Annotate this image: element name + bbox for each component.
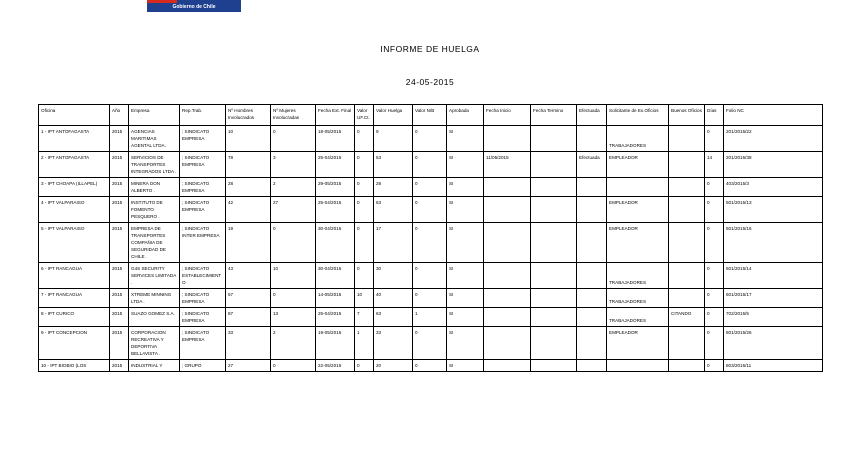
table-cell: 0 [705, 308, 724, 327]
table-cell: 2 [271, 178, 316, 197]
table-cell: 6 - IPT RANCAGUA [39, 263, 110, 289]
table-cell: 201/2015/22 [724, 126, 823, 152]
column-header: Buenos Oficios [669, 105, 705, 126]
table-cell: 0 [271, 289, 316, 308]
table-row [39, 360, 823, 372]
table-cell: MINERA DON ALBERTO . [129, 178, 180, 197]
table-cell: 801/2015/26 [724, 327, 823, 360]
column-header: Aprobada [447, 105, 484, 126]
table-cell: 19 [226, 223, 271, 263]
table-cell: 2 - IPT ANTOFAGASTA [39, 152, 110, 178]
table-cell: 803/2015/11 [724, 360, 823, 372]
table-cell [669, 126, 705, 152]
table-cell: 33 [226, 327, 271, 360]
column-header: Fecha Ext. Final [316, 105, 355, 126]
table-cell: G4S SECURITY SERVICES LIMITADA . [129, 263, 180, 289]
column-header: Días [705, 105, 724, 126]
table-cell: 0 [413, 197, 447, 223]
table-cell: 10 [271, 263, 316, 289]
table-cell: 0 [413, 327, 447, 360]
column-header: Fecha Inicio [484, 105, 531, 126]
table-cell: 2015 [110, 263, 129, 289]
table-cell: TRABAJADORES [607, 308, 669, 327]
table-cell: 2015 [110, 360, 129, 372]
column-header: Solicitante de Ex.Oficios [607, 105, 669, 126]
table-cell: SI [447, 360, 484, 372]
table-cell [484, 126, 531, 152]
table-cell: 11/05/2015 [484, 152, 531, 178]
table-cell: 0 [355, 178, 374, 197]
table-header-row [39, 105, 823, 126]
table-cell: 78 [226, 152, 271, 178]
table-cell: 0 [705, 263, 724, 289]
table-cell: EMPLEADOR [607, 152, 669, 178]
table-cell: CORPORACION RECREATIVA Y DEPORTIVA BELLAVISTA . [129, 327, 180, 360]
column-header: Folio NC [724, 105, 823, 126]
report-date: 24-05-2015 [405, 77, 455, 87]
table-cell: 0 [413, 152, 447, 178]
table-cell: 10 - IPT BIOBIO (LOS [39, 360, 110, 372]
table-cell: TRABAJADORES [607, 126, 669, 152]
table-cell [484, 327, 531, 360]
table-cell [577, 178, 607, 197]
table-cell: 14-05/2015 [316, 289, 355, 308]
table-cell: SI [447, 178, 484, 197]
table-cell [531, 126, 577, 152]
table-cell: 0 [705, 289, 724, 308]
table-cell: 17 [374, 223, 413, 263]
table-cell: INSTITUTO DE FOMENTO PESQUERO . [129, 197, 180, 223]
table-cell [669, 327, 705, 360]
table-cell: 0 [705, 327, 724, 360]
table-cell: 702/2015/5 [724, 308, 823, 327]
table-cell: SI [447, 197, 484, 223]
table-cell: 0 [413, 289, 447, 308]
table-cell: 5 - IPT VALPARAISO [39, 223, 110, 263]
column-header: Rep.Trab. [180, 105, 226, 126]
table-cell: 0 [355, 223, 374, 263]
table-cell [577, 223, 607, 263]
table-cell: 2015 [110, 289, 129, 308]
table-cell: 0 [705, 126, 724, 152]
table-cell: 403/2015/3 [724, 178, 823, 197]
table-cell: SI [447, 289, 484, 308]
table-cell: ; SINDICATO ESTABLECIMIENTO [180, 263, 226, 289]
table-cell: 63 [374, 197, 413, 223]
table-cell: AGENCIAS MARITIMAS AGENTAL LTDA. [129, 126, 180, 152]
table-cell [577, 263, 607, 289]
table-cell: SERVICIOS DE TRANSPORTES INTEGRADOS LTDA . [129, 152, 180, 178]
column-header: Nº Mujeres Involucradas [271, 105, 316, 126]
logo-text: Gobierno de Chile [172, 4, 216, 10]
column-header: Valor Huelga [374, 105, 413, 126]
table-cell: 3 - IPT CHOAPA (ILLAPEL) [39, 178, 110, 197]
table-cell: ; SINDICATO EMPRESA [180, 308, 226, 327]
report-title: INFORME DE HUELGA [380, 44, 480, 54]
table-cell [531, 327, 577, 360]
table-cell: TRABAJADORES [607, 289, 669, 308]
table-cell: ; SINDICATO EMPRESA [180, 178, 226, 197]
table-cell [577, 197, 607, 223]
table-row [39, 178, 823, 197]
table-row [39, 152, 823, 178]
table-cell: 2015 [110, 178, 129, 197]
table-row [39, 223, 823, 263]
table-cell: 25-04/2015 [316, 152, 355, 178]
column-header: Fecha Termino [531, 105, 577, 126]
table-cell: 0 [355, 126, 374, 152]
table-cell: 87 [226, 308, 271, 327]
table-cell: 2015 [110, 327, 129, 360]
table-cell: ; SINDICATO EMPRESA [180, 152, 226, 178]
table-cell: 22-05/2015 [316, 360, 355, 372]
table-cell: EMPLEADOR [607, 223, 669, 263]
table-cell: 1 [413, 308, 447, 327]
table-row [39, 327, 823, 360]
column-header: Empresa [129, 105, 180, 126]
table-cell [484, 223, 531, 263]
government-logo [147, 0, 241, 12]
table-cell: 1 - IPT ANTOFAGASTA [39, 126, 110, 152]
table-cell: 20 [374, 360, 413, 372]
table-cell: SI [447, 327, 484, 360]
table-cell: 25-04/2015 [316, 197, 355, 223]
table-cell: Efectuada [577, 152, 607, 178]
table-cell: 18-05/2015 [316, 126, 355, 152]
table-cell: 57 [226, 289, 271, 308]
table-cell: EMPLEADOR [607, 197, 669, 223]
table-cell: 29-05/2015 [316, 178, 355, 197]
table-cell: 201/2015/38 [724, 152, 823, 178]
table-cell: 2015 [110, 308, 129, 327]
table-cell: 9 [374, 126, 413, 152]
table-cell: 0 [271, 223, 316, 263]
table-cell: 0 [705, 223, 724, 263]
table-cell: 0 [413, 178, 447, 197]
table-cell: EMPRESA DE TRANSPORTES COMPAÑIA DE SEGURIDAD DE CHILE . [129, 223, 180, 263]
table-cell: 0 [413, 263, 447, 289]
table-cell: SI [447, 308, 484, 327]
table-cell [669, 178, 705, 197]
table-cell: 2015 [110, 197, 129, 223]
table-cell: ; SINDICATO EMPRESA [180, 197, 226, 223]
table-cell: 2 [271, 327, 316, 360]
table-cell: 42 [226, 197, 271, 223]
table-cell [531, 152, 577, 178]
table-cell: 10 [226, 126, 271, 152]
table-cell [531, 223, 577, 263]
table-cell: 2015 [110, 223, 129, 263]
table-cell: ; GRUPO [180, 360, 226, 372]
table-cell [669, 223, 705, 263]
table-cell: 25-04/2015 [316, 308, 355, 327]
table-cell: SUAZO GOMEZ S.A. [129, 308, 180, 327]
table-cell: ; SINDICATO EMPRESA [180, 327, 226, 360]
table-cell: SI [447, 126, 484, 152]
table-cell: 0 [413, 360, 447, 372]
table-cell [577, 327, 607, 360]
table-cell [669, 360, 705, 372]
table-cell: 27 [226, 360, 271, 372]
table-cell: EMPLEADOR [607, 327, 669, 360]
table-cell [484, 263, 531, 289]
table-cell: 30-04/2015 [316, 223, 355, 263]
table-cell [484, 308, 531, 327]
table-row [39, 197, 823, 223]
table-cell [669, 289, 705, 308]
table-cell: 8 - IPT CURICO [39, 308, 110, 327]
table-cell [607, 360, 669, 372]
table-cell [531, 308, 577, 327]
table-cell: 7 [355, 308, 374, 327]
table-cell: 0 [413, 126, 447, 152]
table-cell: ; SINDICATO EMPRESA [180, 126, 226, 152]
table-cell [531, 263, 577, 289]
table-cell [531, 360, 577, 372]
table-cell: 0 [355, 152, 374, 178]
table-row [39, 289, 823, 308]
table-cell: 27 [271, 197, 316, 223]
table-cell [669, 152, 705, 178]
table-cell: 4 - IPT VALPARAISO [39, 197, 110, 223]
column-header: Valor UF.Ct. [355, 105, 374, 126]
table-cell: 601/2015/14 [724, 263, 823, 289]
table-row [39, 308, 823, 327]
table-cell [577, 126, 607, 152]
table-cell: ; SINDICATO INTER EMPRESA [180, 223, 226, 263]
table-cell: TRABAJADORES [607, 263, 669, 289]
table-cell: 28 [226, 178, 271, 197]
table-cell: 9 - IPT CONCEPCION [39, 327, 110, 360]
table-cell: 19-05/2015 [316, 327, 355, 360]
column-header: Año [110, 105, 129, 126]
table-cell: 43 [226, 263, 271, 289]
table-cell: 3 [271, 152, 316, 178]
table-row [39, 126, 823, 152]
table-cell: INDUSTRIAL Y [129, 360, 180, 372]
strike-report-table [38, 104, 823, 372]
table-cell: 0 [271, 360, 316, 372]
table-cell: 0 [271, 126, 316, 152]
table-cell: 0 [413, 223, 447, 263]
table-cell [531, 197, 577, 223]
table-cell: SI [447, 223, 484, 263]
table-cell: 1 [355, 327, 374, 360]
column-header: Oficina [39, 105, 110, 126]
table-cell: 33 [374, 327, 413, 360]
table-cell: 501/2015/13 [724, 197, 823, 223]
table-cell: 0 [355, 263, 374, 289]
table-cell: 2015 [110, 126, 129, 152]
table-cell [607, 178, 669, 197]
table-cell: 28 [374, 178, 413, 197]
table-cell [484, 289, 531, 308]
table-cell: XTREME MINNING LTDA . [129, 289, 180, 308]
table-cell [484, 360, 531, 372]
table-cell [531, 178, 577, 197]
table-cell: 501/2015/16 [724, 223, 823, 263]
table-cell: 40 [374, 289, 413, 308]
table-cell: 601/2015/17 [724, 289, 823, 308]
table-cell: 0 [355, 197, 374, 223]
table-cell [531, 289, 577, 308]
table-cell [669, 263, 705, 289]
table-cell [577, 308, 607, 327]
table-cell [577, 360, 607, 372]
column-header: Efectuada [577, 105, 607, 126]
table-cell: 10 [355, 289, 374, 308]
table-cell: 0 [355, 360, 374, 372]
table-cell: 7 - IPT RANCAGUA [39, 289, 110, 308]
column-header: Nº Hombres Involucrados [226, 105, 271, 126]
table-cell: 63 [374, 308, 413, 327]
table-cell: 30 [374, 263, 413, 289]
table-cell [669, 197, 705, 223]
table-cell: SI [447, 263, 484, 289]
table-cell: ; SINDICATO EMPRESA [180, 289, 226, 308]
table-cell [484, 197, 531, 223]
column-header: Valor N/B [413, 105, 447, 126]
table-row [39, 263, 823, 289]
table-cell: 14 [705, 152, 724, 178]
table-cell: 0 [705, 178, 724, 197]
table-cell: 30-04/2015 [316, 263, 355, 289]
table-cell: CITANDO [669, 308, 705, 327]
table-cell: SI [447, 152, 484, 178]
table-cell: 2015 [110, 152, 129, 178]
table-cell: 0 [705, 197, 724, 223]
table-cell: 53 [374, 152, 413, 178]
table-cell [484, 178, 531, 197]
table-cell: 0 [705, 360, 724, 372]
table-cell: 13 [271, 308, 316, 327]
table-cell [577, 289, 607, 308]
